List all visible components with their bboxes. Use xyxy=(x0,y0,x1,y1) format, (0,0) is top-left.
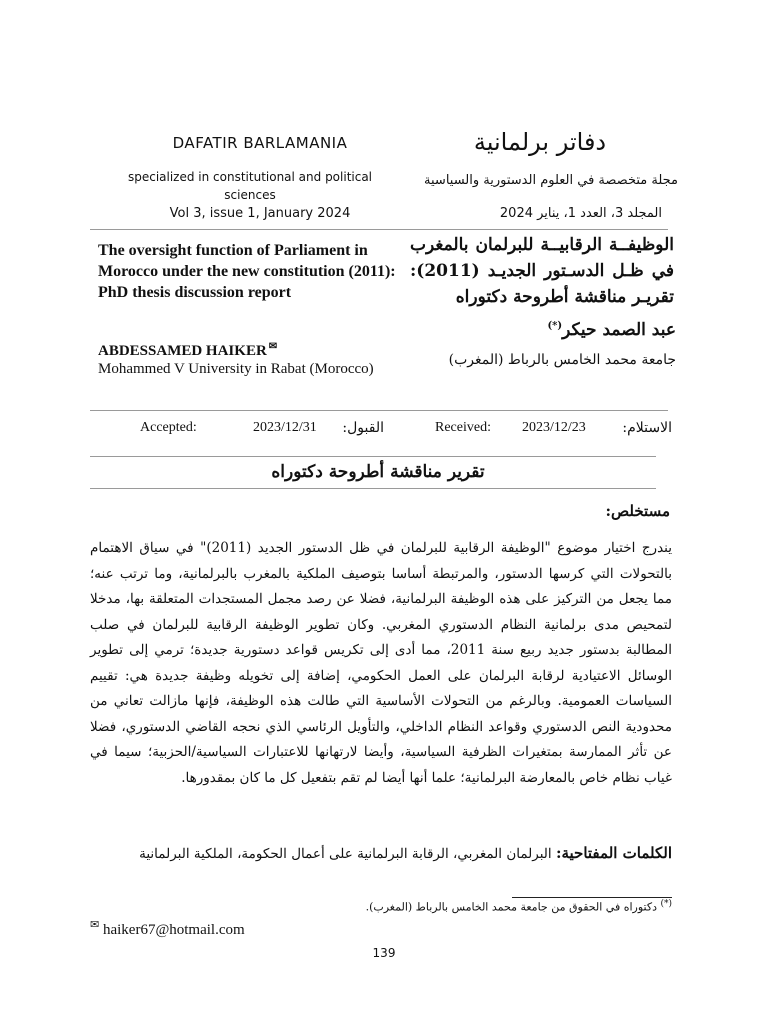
footnote-mark: (*) xyxy=(660,899,672,909)
keywords-text: البرلمان المغربي، الرقابة البرلمانية على أعمال الحكومة، الملكية البرلمانية xyxy=(139,846,556,862)
section-title: تقرير مناقشة أطروحة دكتوراه xyxy=(271,462,485,482)
received-label-en: Received: xyxy=(435,420,491,435)
page-number: 139 xyxy=(372,946,396,960)
envelope-icon: ✉ xyxy=(268,341,278,352)
author-name-en-text: ABDESSAMED HAIKER xyxy=(98,343,267,359)
abstract-body: يندرج اختيار موضوع "الوظيفة الرقابية للبرلمان في ظل الدستور الجديد (2011)" في سياق الاهتمام بالتحولات التي كرسها الدستور، والمرتبطة أساسا بتوصيف الملكية بالمغرب بالبرلمانية، وما ترتب عنه؛ مما يجعل من التركيز على هذه الوظيفة البرلمانية، فضلا عن رصد مجمل المستجدات المتعلقة بها، مدخلا لتمحيص مدى برلمانية النظام الدستوري المغربي. وكان تطوير الوظيفة الرقابية للبرلمان في صلب المطالبة بدستور جديد ربيع سنة 2011، مما أدى إلى تكريس قواعد دستورية جديدة؛ ترمي إلى تطوير الوسائل الاعتيادية لرقابة البرلمان على العمل الحكومي، إضافة إلى تخويله وظيفة جديدة هي: تقييم السياسات العمومية. وبالرغم من التحولات الأساسية التي طالت هذه الوظيفة، فإنها مازالت تعاني من محدودية النص الدستوري وقواعد النظام الداخلي، والتأويل الرئاسي الذي نحجه القاضي الدستوري، فضلا عن تأثر الممارسة بمتغيرات الظرفية السياسية، وأيضا لارتهانها للاعتبارات السياسية/الحزبية؛ سيما في غياب نظام خاص بالمعارضة البرلمانية؛ علما أنها أيضا لم تقم بتفعيل كل ما كان بمقدورها. xyxy=(90,540,672,786)
affiliation-ar: جامعة محمد الخامس بالرباط (المغرب) xyxy=(448,352,676,368)
dates-top-divider xyxy=(90,410,668,411)
accepted-date: 2023/12/31 xyxy=(253,420,317,435)
article-title-en: The oversight function of Parliament in Morocco under the new constitution (2011): PhD thesis discussion report xyxy=(98,242,396,301)
volume-info-ar: المجلد 3، العدد 1، يناير 2024 xyxy=(499,206,662,221)
author-name-ar-text: عبد الصمد حيكر xyxy=(562,320,676,340)
section-divider xyxy=(90,488,656,489)
accepted-label-ar: القبول: xyxy=(342,420,384,436)
author-email xyxy=(90,918,390,939)
volume-info-en: Vol 3, issue 1, January 2024 xyxy=(169,206,351,221)
journal-name-ar: دفاتر برلمانية xyxy=(473,128,607,156)
footnote-rule xyxy=(512,897,672,898)
affiliation-en: Mohammed V University in Rabat (Morocco) xyxy=(98,361,374,377)
author-name-en xyxy=(98,341,398,360)
footnote-marker: (*) xyxy=(547,320,563,332)
received-date: 2023/12/23 xyxy=(522,420,586,435)
dates-bottom-divider xyxy=(90,456,656,457)
footnote-text: دكتوراه في الحقوق من جامعة محمد الخامس بالرباط (المغرب). xyxy=(365,900,661,914)
accepted-label-en: Accepted: xyxy=(140,420,197,435)
journal-name-en: DAFATIR BARLAMANIA xyxy=(172,134,348,152)
envelope-icon: ✉ xyxy=(90,919,100,931)
keywords-label: الكلمات المفتاحية: xyxy=(555,844,672,862)
article-title-ar: الوظيفــة الرقابيــة للبرلمان بالمغرب في ظـل الدسـتور الجديـد (2011): تقريـر مناقشة أطروحة دكتوراه xyxy=(410,235,674,307)
keywords-line xyxy=(90,844,672,862)
received-label-ar: الاستلام: xyxy=(622,420,672,436)
author-name-ar xyxy=(410,320,676,340)
header-divider xyxy=(90,229,668,230)
email-text[interactable]: haiker67@hotmail.com xyxy=(102,922,245,938)
journal-description-en: specialized in constitutional and political sciences xyxy=(127,170,373,202)
journal-description-ar: مجلة متخصصة في العلوم الدستورية والسياسية xyxy=(424,173,678,188)
footnote xyxy=(330,899,672,914)
abstract-label: مستخلص: xyxy=(605,502,670,520)
